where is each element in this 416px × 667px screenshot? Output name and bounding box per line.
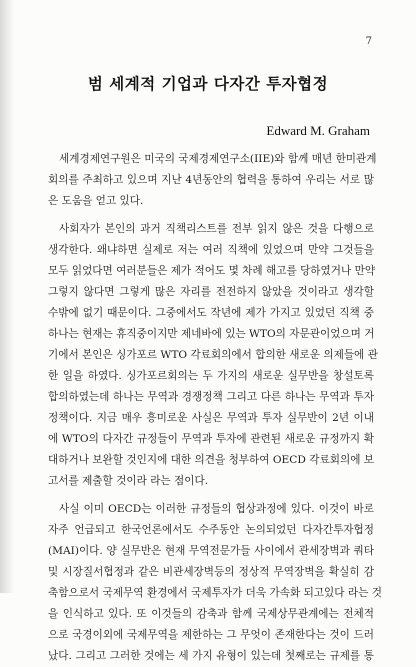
page-number: 7 — [365, 36, 372, 47]
paragraph-line: 에 WTO의 다자간 규정들이 무역과 투자에 관련된 새로운 규정까지 확 — [48, 433, 374, 445]
paragraph-line: 한 일을 하였다. 싱가포르회의는 두 가지의 새로운 실무반을 창설토록 — [48, 370, 374, 382]
paragraph-line: (MAI)이다. 양 실무반은 현재 무역전문가들 사이에서 관세장벽과 쿼타 — [48, 545, 374, 557]
paragraph-line: 축함으로서 국제무역 환경에서 국제투자가 더욱 가속화 되고있다 라는 것 — [48, 587, 382, 599]
paragraph-line: 합의하였는데 하나는 무역과 경쟁정책 그리고 다른 하나는 무역과 투자 — [48, 391, 374, 403]
paragraph-line: 사실 이미 OECD는 이러한 규정들의 협상과정에 있다. 이것이 바로 — [59, 503, 374, 515]
paragraph-line: 정책이다. 지금 매우 흥미로운 사실은 무역과 투자 실무반이 2년 이내 — [48, 412, 374, 424]
paragraph-line: 사회자가 본인의 과거 직책리스트를 전부 읽지 않은 것을 다행으로 — [59, 223, 374, 235]
paragraph-line: 세계경제연구원은 미국의 국제경제연구소(IIE)와 함께 매년 한미관계 — [59, 153, 377, 165]
paragraph-line: 모두 읽었다면 여러분들은 제가 적어도 몇 차례 해고를 당하였거나 만약 — [48, 265, 376, 277]
paragraph-line: 으로 국경이외에 국제무역을 제한하는 그 무엇이 존재한다는 것이 드러 — [48, 629, 374, 641]
paragraph-line: 수밖에 없기 때문이다. 그중에서도 작년에 제가 가지고 있었던 직책 중 — [48, 307, 374, 319]
paragraph-line: 자주 언급되고 한국언론에서도 수주동안 논의되었던 다자간투자협정 — [48, 524, 374, 536]
paragraph-line: 났다. 그리고 그러한 것에는 세 가지 유형이 있는데 첫째로는 규제를 통 — [48, 650, 374, 662]
paragraph-line: 생각한다. 왜냐하면 실제로 저는 여러 직책에 있었으며 만약 그것들을 — [48, 244, 374, 256]
paragraph-line: 기에서 본인은 싱가포르 WTO 각료회의에서 합의한 새로운 의제들에 관 — [48, 349, 378, 361]
paragraph-line: 은 도움을 얻고 있다. — [48, 195, 144, 207]
page-title: 범 세계적 기업과 다자간 투자협정 — [87, 74, 329, 93]
paragraph-line: 그렇지 않다면 그렇게 많은 자리를 전전하지 않았을 것이라고 생각할 — [48, 286, 374, 298]
body-text — [48, 149, 382, 667]
author-name: Edward M. Graham — [266, 123, 370, 138]
paragraph-line: 하나는 현재는 휴직중이지만 제네바에 있는 WTO의 자문관이었으며 거 — [48, 328, 375, 340]
paragraph-line: 회의를 주최하고 있으며 지난 4년동안의 협력을 통하여 우리는 서로 많 — [48, 174, 374, 186]
paragraph-line: 고서를 제출할 것이라 라는 점이다. — [48, 475, 209, 487]
paragraph-line: 을 인식하고 있다. 또 이것들의 감축과 함께 국제상무관계에는 전체적 — [48, 608, 374, 620]
paragraph-line: 대하거나 보완할 것인지에 대한 의견을 청부하여 OECD 각료회의에 보 — [48, 454, 375, 466]
paragraph-line: 및 시장질서협정과 같은 비관세장벽등의 정상적 무역장벽을 확실히 감 — [48, 566, 374, 578]
